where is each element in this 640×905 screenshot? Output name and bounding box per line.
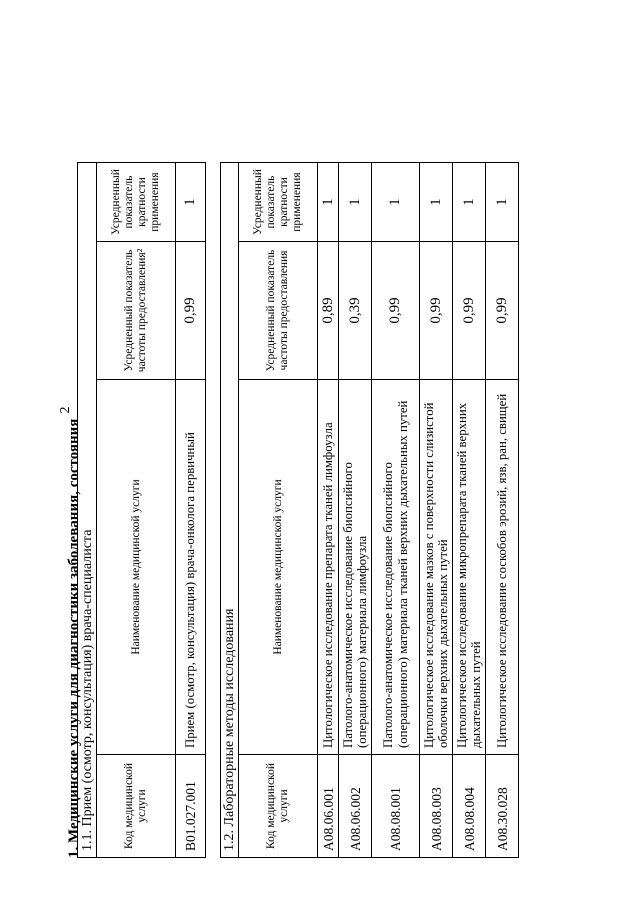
service-name: Патолого-анатомическое исследование биопсийного (операционного) материала тканей верхних дыхательных путей xyxy=(372,380,420,755)
column-header-multiplicity: Усредненный показатель кратности применения xyxy=(97,163,176,242)
table-row xyxy=(420,163,453,858)
column-header-multiplicity: Усредненный показатель кратности применения xyxy=(239,163,318,242)
table-row xyxy=(453,163,486,858)
service-code: A08.08.001 xyxy=(372,755,420,858)
service-code: A08.06.002 xyxy=(339,755,372,858)
frequency-value: 0,99 xyxy=(486,242,519,380)
multiplicity-value: 1 xyxy=(486,163,519,242)
service-code: A08.08.003 xyxy=(420,755,453,858)
frequency-value: 0,99 xyxy=(176,242,206,380)
service-name: Цитологическое исследование препарата тканей лимфоузла xyxy=(318,380,339,755)
column-header-name: Наименование медицинской услуги xyxy=(239,380,318,755)
frequency-value: 0,99 xyxy=(453,242,486,380)
service-name: Патолого-анатомическое исследование биопсийного (операционного) материала лимфоузла xyxy=(339,380,372,755)
service-code: A08.30.028 xyxy=(486,755,519,858)
column-header-frequency: Усредненный показатель частоты предоставления xyxy=(239,242,318,380)
service-name: Прием (осмотр, консультация) врача-онколога первичный xyxy=(176,380,206,755)
table-row xyxy=(318,163,339,858)
table-row xyxy=(339,163,372,858)
service-name: Цитологическое исследование мазков с поверхности слизистой оболочки верхних дыхательных путей xyxy=(420,380,453,755)
column-header-code: Код медицинской услуги xyxy=(97,755,176,858)
section-1-title: 1.1. Прием (осмотр, консультация) врача-специалиста xyxy=(78,163,97,858)
service-name: Цитологическое исследование соскобов эрозий, язв, ран, свищей xyxy=(486,380,519,755)
column-header-name: Наименование медицинской услуги xyxy=(97,380,176,755)
frequency-value: 0,99 xyxy=(372,242,420,380)
table-row xyxy=(486,163,519,858)
column-header-code: Код медицинской услуги xyxy=(239,755,318,858)
multiplicity-value: 1 xyxy=(176,163,206,242)
multiplicity-value: 1 xyxy=(420,163,453,242)
column-header-frequency: Усредненный показатель частоты предоставления² xyxy=(97,242,176,380)
multiplicity-value: 1 xyxy=(453,163,486,242)
table-section-1 xyxy=(77,162,206,858)
multiplicity-value: 1 xyxy=(339,163,372,242)
page-number: 2 xyxy=(58,406,73,414)
rotated-content xyxy=(63,68,510,858)
section-2-title: 1.2. Лабораторные методы исследования xyxy=(221,163,239,858)
table-section-2 xyxy=(220,162,519,858)
main-heading: 1. Медицинские услуги для диагностики заболевания, состояния xyxy=(66,418,82,858)
table-row xyxy=(176,163,206,858)
service-code: B01.027.001 xyxy=(176,755,206,858)
service-code: A08.08.004 xyxy=(453,755,486,858)
service-name: Цитологическое исследование микропрепарата тканей верхних дыхательных путей xyxy=(453,380,486,755)
frequency-value: 0,99 xyxy=(420,242,453,380)
frequency-value: 0,89 xyxy=(318,242,339,380)
table-row xyxy=(372,163,420,858)
frequency-value: 0,39 xyxy=(339,242,372,380)
multiplicity-value: 1 xyxy=(318,163,339,242)
multiplicity-value: 1 xyxy=(372,163,420,242)
service-code: A08.06.001 xyxy=(318,755,339,858)
